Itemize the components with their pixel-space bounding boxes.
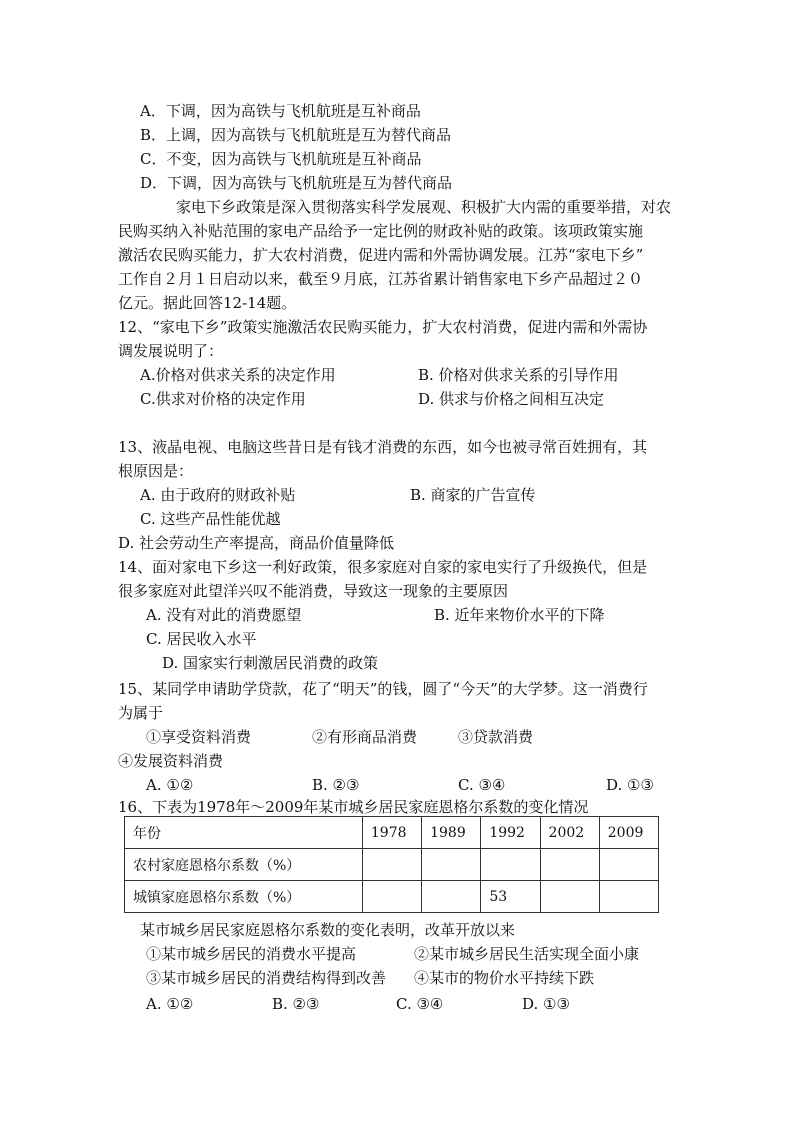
q16-follow: 某市城乡居民家庭恩格尔系数的变化表明，改革开放以来	[140, 921, 516, 939]
q14-option-b: B. 近年来物价水平的下降	[434, 606, 605, 624]
q15-item-1: ①享受资料消费	[146, 728, 252, 746]
q15-option-b: B. ②③	[312, 776, 360, 794]
q16-option-c: C. ③④	[396, 995, 444, 1013]
q13-option-d: D. 社会劳动生产率提高，商品价值量降低	[118, 534, 395, 552]
table-header-cell: 1978	[362, 817, 421, 849]
q11-option-b: B．上调，因为高铁与飞机航班是互为替代商品	[140, 126, 452, 144]
q16-option-a: A. ①②	[146, 995, 194, 1013]
q12-option-c: C.供求对价格的决定作用	[140, 390, 306, 408]
q16-item-2: ②某市城乡居民生活实现全面小康	[414, 945, 640, 963]
q16-option-b: B. ②③	[272, 995, 320, 1013]
table-header-cell: 2002	[540, 817, 599, 849]
q14-stem: 很多家庭对此望洋兴叹不能消费，导致这一现象的主要原因	[118, 582, 509, 600]
q15-option-a: A. ①②	[146, 776, 194, 794]
table-header-row	[125, 817, 659, 849]
table-header-cell: 1989	[422, 817, 481, 849]
q15-item-2: ②有形商品消费	[312, 728, 418, 746]
q15-stem: 为属于	[118, 704, 164, 722]
q13-stem: 13、液晶电视、电脑这些昔日是有钱才消费的东西，如今也被寻常百姓拥有，其	[118, 438, 648, 456]
q12-option-d: D. 供求与价格之间相互决定	[418, 390, 605, 408]
table-cell	[362, 849, 421, 881]
q11-option-d: D．下调，因为高铁与飞机航班是互为替代商品	[140, 174, 453, 192]
q16-stem: 16、下表为1978年～2009年某市城乡居民家庭恩格尔系数的变化情况	[118, 798, 589, 816]
material-line: 民购买纳入补贴范围的家电产品给予一定比例的财政补贴的政策。该项政策实施	[118, 222, 644, 240]
q14-option-d: D. 国家实行刺激居民消费的政策	[162, 654, 379, 672]
q15-option-d: D. ①③	[606, 776, 654, 794]
q11-option-a: A．下调，因为高铁与飞机航班是互补商品	[140, 102, 421, 120]
table-cell	[599, 881, 658, 913]
table-cell: 城镇家庭恩格尔系数（%）	[125, 881, 363, 913]
engel-table	[124, 816, 659, 913]
q16-item-1: ①某市城乡居民的消费水平提高	[146, 945, 357, 963]
q13-stem: 根原因是：	[118, 462, 194, 480]
q16-item-3: ③某市城乡居民的消费结构得到改善	[146, 969, 387, 987]
table-cell: 农村家庭恩格尔系数（%）	[125, 849, 363, 881]
q16-item-4: ④某市的物价水平持续下跌	[414, 969, 595, 987]
material-line: 工作自２月１日启动以来，截至９月底，江苏省累计销售家电下乡产品超过２０	[118, 270, 644, 288]
q14-stem: 14、面对家电下乡这一利好政策，很多家庭对自家的家电实行了升级换代，但是	[118, 558, 648, 576]
table-cell	[540, 881, 599, 913]
table-cell: 53	[481, 881, 540, 913]
table-header-cell: 1992	[481, 817, 540, 849]
q12-option-a: A.价格对供求关系的决定作用	[140, 366, 336, 384]
table-cell	[422, 849, 481, 881]
table-cell	[362, 881, 421, 913]
material-line: 家电下乡政策是深入贯彻落实科学发展观、积极扩大内需的重要举措，对农	[176, 198, 672, 216]
table-header-cell: 2009	[599, 817, 658, 849]
material-line: 激活农民购买能力，扩大农村消费，促进内需和外需协调发展。江苏“家电下乡”	[118, 246, 644, 264]
q12-stem: 12、“家电下乡”政策实施激活农民购买能力，扩大农村消费，促进内需和外需协	[118, 318, 648, 336]
q15-stem: 15、某同学申请助学贷款，花了“明天”的钱，圆了“今天”的大学梦。这一消费行	[118, 680, 648, 698]
q15-item-4: ④发展资料消费	[118, 752, 224, 770]
q15-option-c: C. ③④	[458, 776, 506, 794]
q13-option-c: C. 这些产品性能优越	[140, 510, 281, 528]
q16-option-d: D. ①③	[522, 995, 570, 1013]
q13-option-a: A. 由于政府的财政补贴	[140, 486, 296, 504]
q14-option-c: C. 居民收入水平	[146, 630, 257, 648]
table-header-cell: 年份	[125, 817, 363, 849]
material-line: 亿元。据此回答12-14题。	[118, 294, 297, 312]
q12-option-b: B. 价格对供求关系的引导作用	[418, 366, 619, 384]
table-cell	[599, 849, 658, 881]
q11-option-c: C．不变，因为高铁与飞机航班是互补商品	[140, 150, 422, 168]
q12-stem: 调发展说明了：	[118, 342, 224, 360]
table-cell	[481, 849, 540, 881]
q13-option-b: B. 商家的广告宣传	[410, 486, 536, 504]
q15-item-3: ③贷款消费	[458, 728, 534, 746]
table-cell	[422, 881, 481, 913]
table-row	[125, 849, 659, 881]
table-cell	[540, 849, 599, 881]
table-row	[125, 881, 659, 913]
q14-option-a: A. 没有对此的消费愿望	[146, 606, 302, 624]
